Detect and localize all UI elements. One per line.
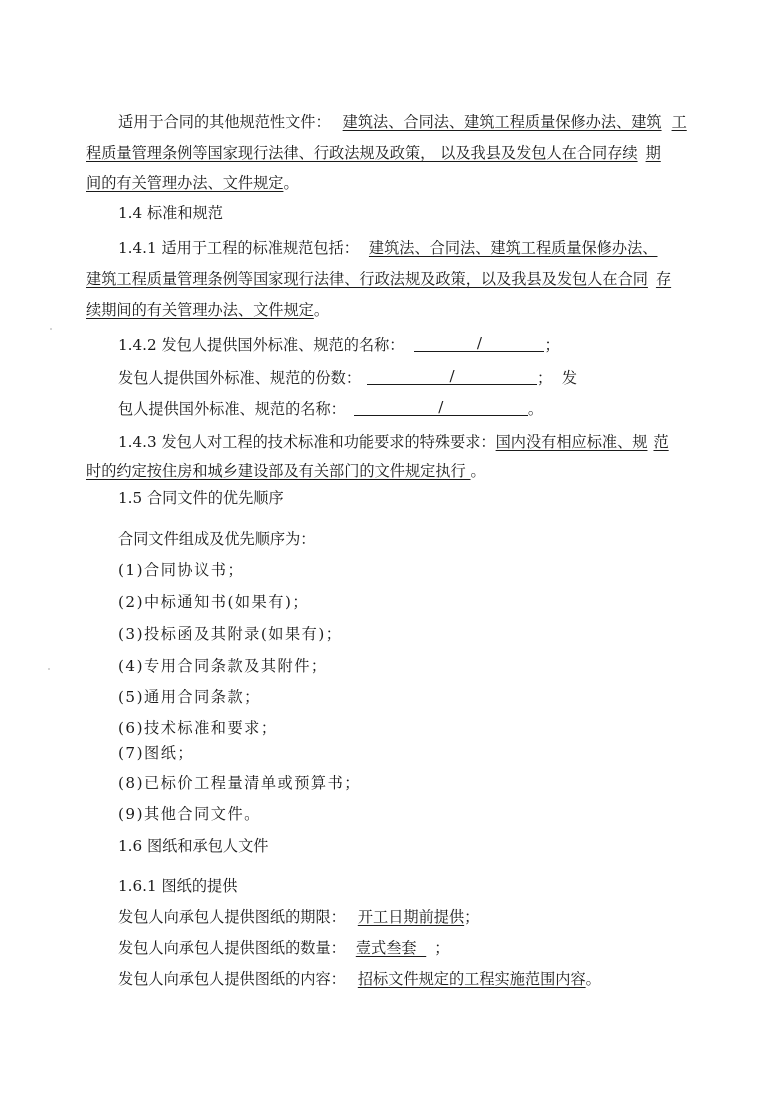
list-item: (9)其他合同文件。 [118,805,261,823]
s1-4-2-line-3 [118,399,543,419]
drawing-quantity-value: 壹式叁套 [355,939,427,957]
p1-lead-text: 适用于合同的其他规范性文件： [118,113,331,131]
s1-4-1-underlined-value: 建筑法、合同法、建筑工程质量保修办法、 [368,239,658,257]
s1-4-3-lead-text: 1.4.3 发包人对工程的技术标准和功能要求的特殊要求： [118,433,496,451]
s1-4-1-line-2 [86,269,671,289]
s1-4-2-line-2 [118,368,577,388]
s1-4-1-line-1 [118,238,657,258]
p1-line-1 [118,112,687,132]
s1-4-3-underlined-value: 国内没有相应标准、规 [495,433,648,451]
s1-4-2-end-2: ； 发 [537,369,578,387]
s1-4-2-label-1: 1.4.2 发包人提供国外标准、规范的名称： [118,336,405,354]
p1-wrap-char: 工 [671,113,687,131]
section-1-4-title: 1.4 标准和规范 [118,204,223,222]
p1-wrap-char-2: 期 [645,144,661,162]
s1-4-1-end-mark: 。 [313,301,329,319]
s1-4-2-label-2: 发包人提供国外标准、规范的份数： [118,369,361,387]
s1-4-3-underlined-value-2: 时的约定按住房和城乡建设部及有关部门的文件规定执行 [86,462,471,480]
s1-4-3-end-mark: 。 [470,462,486,480]
list-item: (2)中标通知书(如果有)； [118,593,310,611]
drawing-quantity-label: 发包人向承包人提供图纸的数量： [118,939,346,957]
p1-line-2 [86,143,661,163]
p1-underlined-value: 建筑法、合同法、建筑工程质量保修办法、建筑 [342,113,662,131]
section-1-6-title: 1.6 图纸和承包人文件 [118,837,269,855]
drawing-content-value: 招标文件规定的工程实施范围内容 [357,970,586,988]
drawing-period-value: 开工日期前提供 [357,908,465,926]
section-1-5-title: 1.5 合同文件的优先顺序 [118,489,284,507]
list-item: (3)投标函及其附录(如果有)； [118,625,343,643]
s1-6-1-line-3 [118,969,601,989]
s1-4-1-underlined-value-2: 建筑工程质量管理条例等国家现行法律、行政法规及政策，以及我县及发包人在合同 [86,270,648,288]
s1-6-1-line-2 [118,938,449,958]
s1-4-1-wrap-char: 存 [655,270,672,288]
drawing-content-label: 发包人向承包人提供图纸的内容： [118,970,346,988]
list-item: (8)已标价工程量清单或预算书； [118,774,361,792]
s1-6-1-title: 1.6.1 图纸的提供 [118,877,238,895]
s1-4-1-lead-text: 1.4.1 适用于工程的标准规范包括： [118,239,359,257]
p1-end-mark: 。 [283,174,299,192]
s1-4-1-line-3 [86,300,329,320]
p1-underlined-value-3: 间的有关管理办法、文件规定 [86,174,284,192]
s1-4-1-underlined-value-3: 续期间的有关管理办法、文件规定 [86,301,314,319]
s1-4-2-blank-2: / [367,368,537,385]
drawing-quantity-end: ； [434,939,450,957]
list-item: (1)合同协议书； [118,561,245,579]
s1-4-3-wrap-char: 范 [653,433,669,451]
list-item: (6)技术标准和要求； [118,719,278,737]
drawing-period-label: 发包人向承包人提供图纸的期限： [118,908,346,926]
scan-speck [48,668,50,670]
s1-4-2-end-3: 。 [527,400,543,418]
s1-6-1-line-1 [118,907,479,927]
s1-4-2-line-1 [118,335,560,355]
p1-underlined-value-2: 程质量管理条例等国家现行法律、行政法规及政策， 以及我县及发包人在合同存续 [86,144,638,162]
s1-4-2-blank-1: / [414,335,544,352]
s1-4-3-line-1 [118,432,669,452]
scan-speck [50,328,52,330]
list-item: (7)图纸； [118,744,195,762]
s1-4-2-blank-3: / [354,399,528,416]
list-item: (4)专用合同条款及其附件； [118,657,328,675]
s1-4-2-label-3: 包人提供国外标准、规范的名称： [118,400,346,418]
drawing-content-end: 。 [585,970,601,988]
drawing-period-end: ； [464,908,480,926]
s1-5-intro: 合同文件组成及优先顺序为： [118,530,316,548]
list-item: (5)通用合同条款； [118,688,261,706]
s1-4-2-end-1: ； [544,336,560,354]
p1-line-3 [86,173,299,193]
s1-4-3-line-2 [86,461,486,481]
